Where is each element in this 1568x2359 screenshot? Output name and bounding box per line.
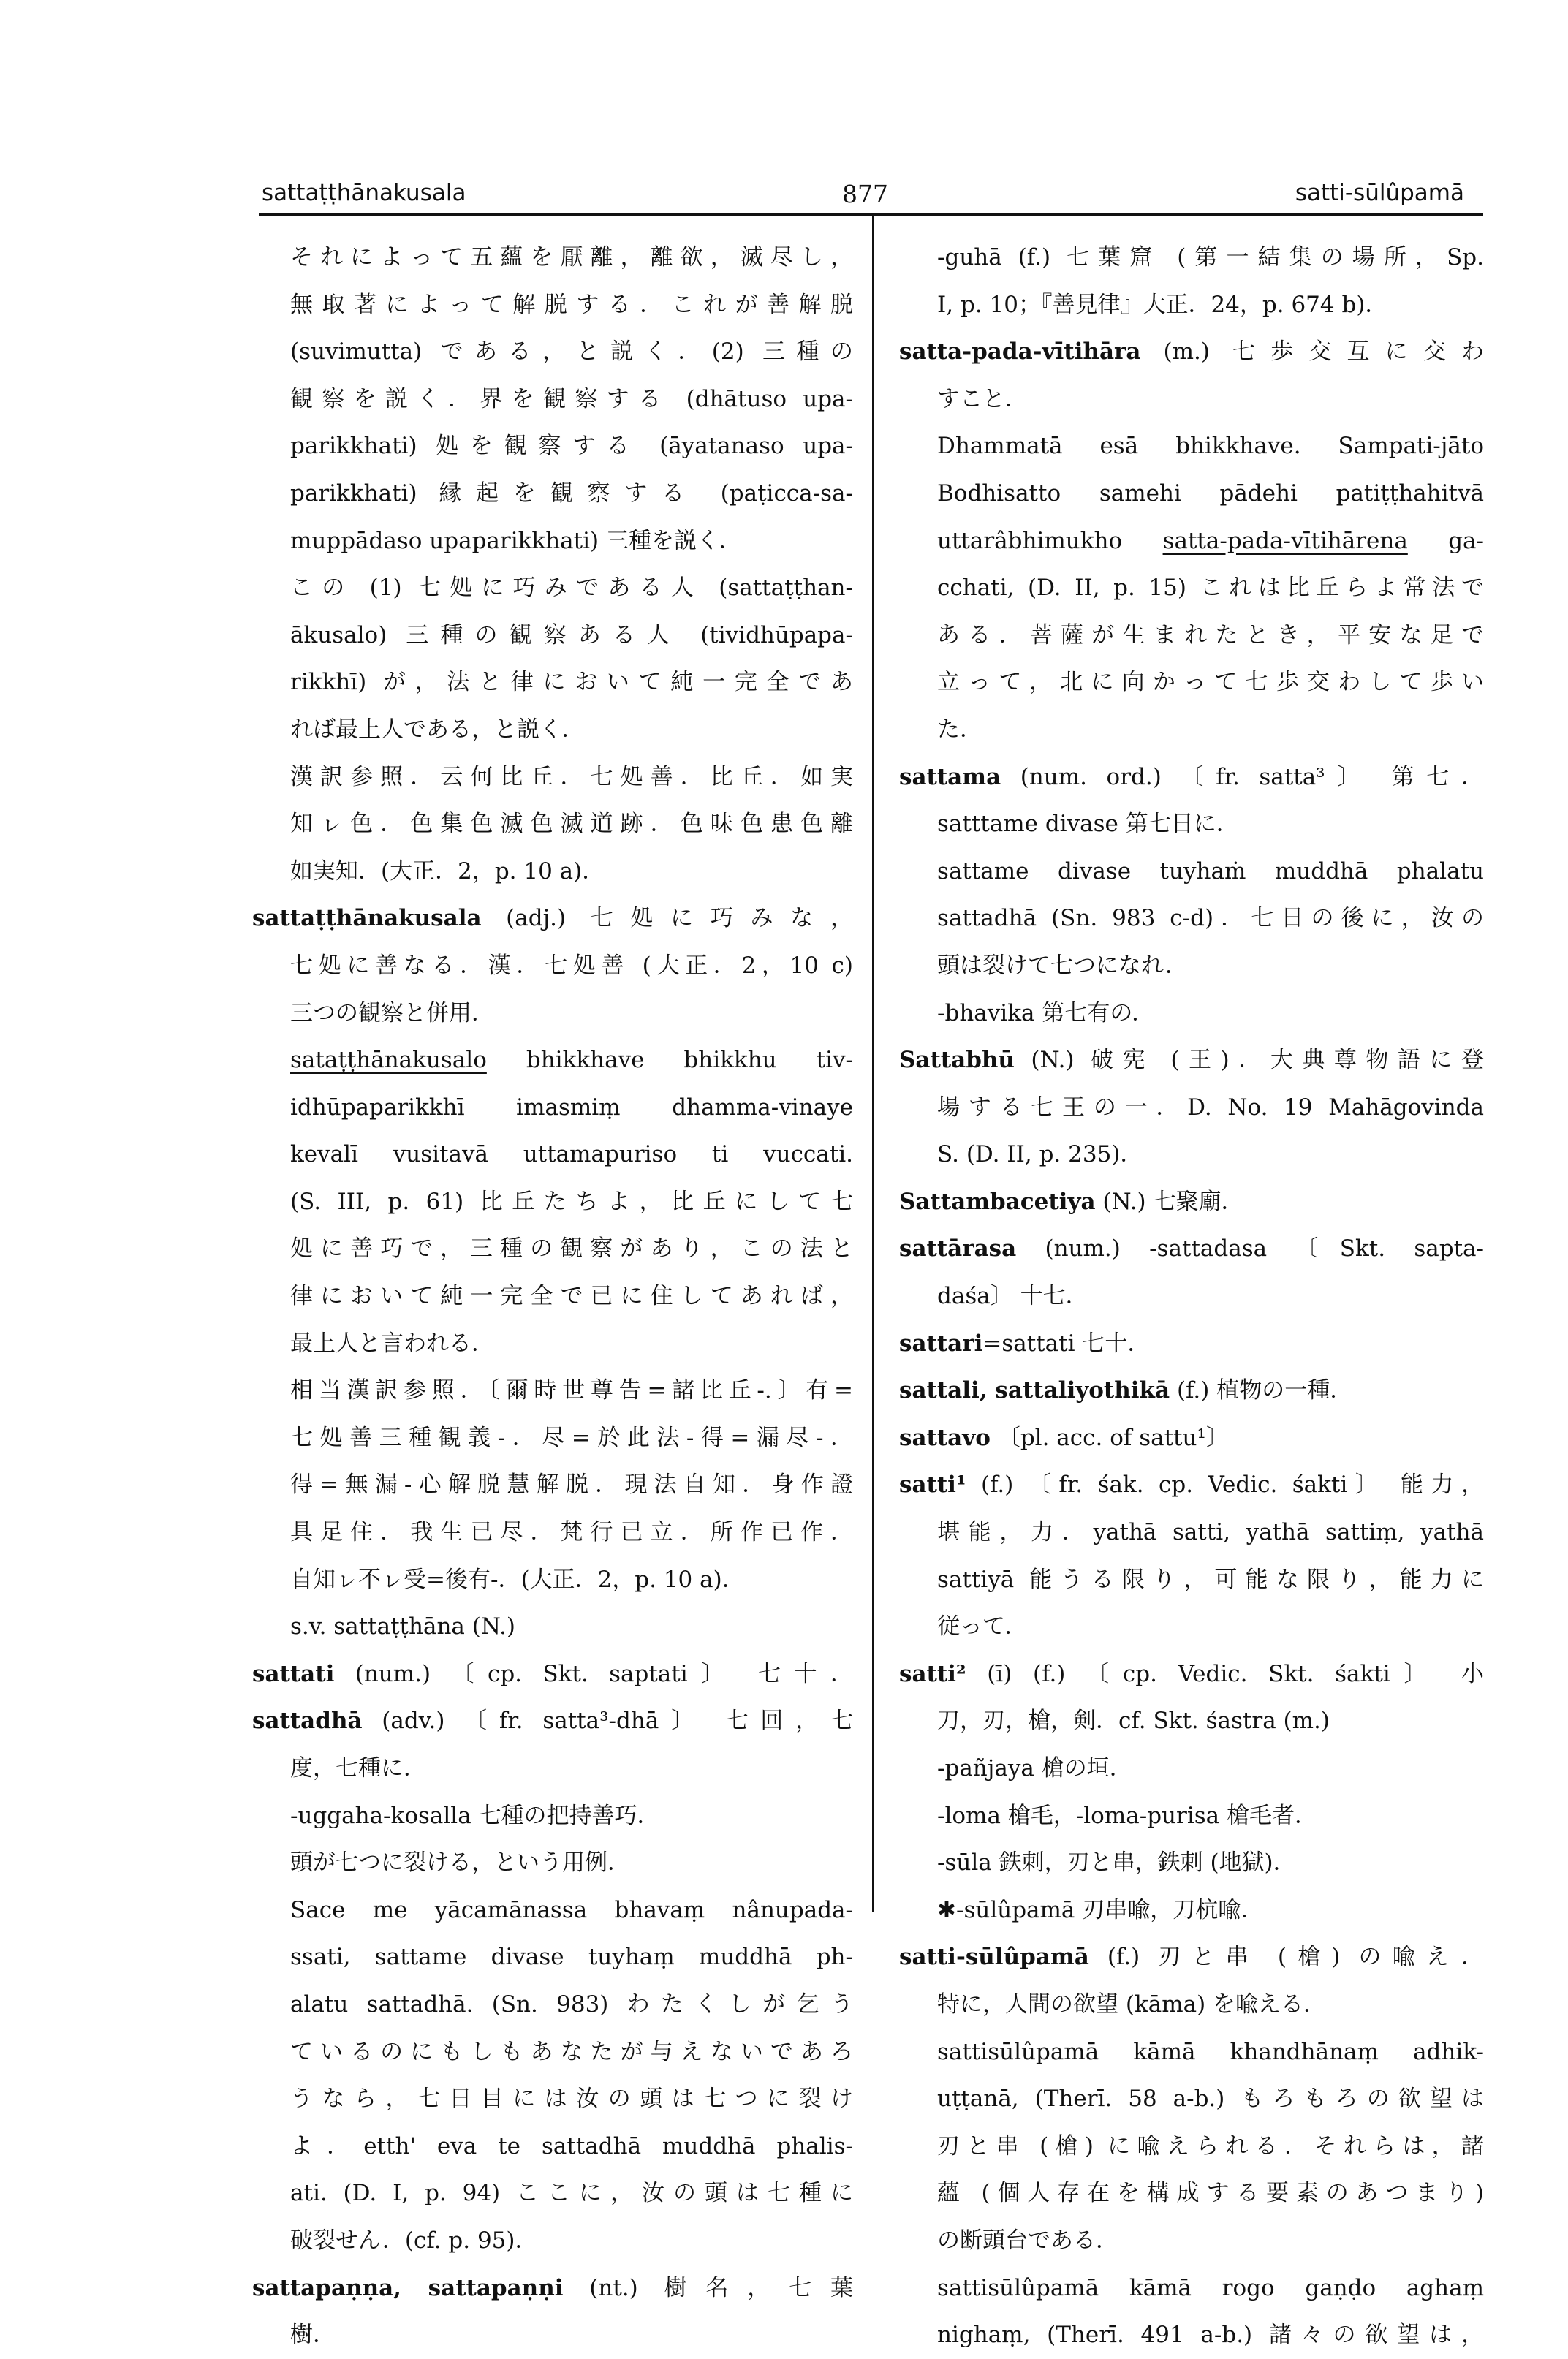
text-line: 七処に善なる．漢．七処善 (大正．2，10 c) (290, 952, 853, 979)
text-line: ある．菩薩が生まれたとき，平安な足で (937, 621, 1484, 648)
running-head-left: sattaṭṭhānakusala (262, 180, 466, 206)
headword: satti² (899, 1660, 966, 1687)
running-head-right: satti-sūlûpamā (1295, 180, 1464, 206)
text-line: 処に善巧で，三種の観察があり，この法と (290, 1235, 853, 1262)
text-line: れば最上人である，と説く． (290, 716, 585, 743)
text-line: 刀，刃，槍，剣．cf. Skt. śastra (m.) (937, 1708, 1330, 1735)
headword: satta-pada-vītihāra (899, 338, 1141, 366)
headword: sattavo (899, 1424, 991, 1451)
entry-headword-line: sattali, sattaliyothikā (f.) 植物の一種． (899, 1377, 1353, 1404)
text-line: Sace me yācamānassa bhavaṃ nânupada- (290, 1896, 853, 1923)
text-line: 相当漢訳参照．〔爾時世尊告=諸比丘-.〕有= (290, 1377, 853, 1404)
text-line: parikkhati) 処を観察する (āyatanaso upa- (290, 433, 853, 460)
page-number: 877 (842, 180, 888, 208)
text-line: 頭は裂けて七つになれ． (937, 952, 1188, 979)
text-line: sattisūlûpamā kāmā rogo gaṇḍo aghaṃ (937, 2274, 1484, 2301)
text-line: 自知ㇾ不ㇾ受=後有-．(大正．2，p. 10 a)． (290, 1566, 745, 1593)
text-line: satttame divase 第七日に． (937, 811, 1239, 838)
text-line: -loma 槍毛，-loma-purisa 槍毛者． (937, 1802, 1317, 1829)
text-line: 蘊 (個人存在を構成する要素のあつまり) (937, 2180, 1484, 2207)
headword: satti-sūlûpamā (899, 1944, 1089, 1971)
header-rule (259, 213, 1483, 216)
text-line: parikkhati) 縁起を観察する (paṭicca-sa- (290, 480, 853, 507)
text-line: 七処善三種観義-．尽=於此法-得=漏尽-． (290, 1424, 853, 1451)
text-line: 三つの観察と併用． (290, 999, 494, 1026)
underlined-term: satta-pada-vītihārena (1162, 527, 1408, 554)
text-line: 場する七王の一．D. No. 19 Mahāgovinda (937, 1094, 1484, 1121)
entry-headword-line: Sattabhū (N.) 破宪 (王)．大典尊物語に登 (899, 1047, 1484, 1074)
entry-headword-line: sattavo 〔pl. acc. of sattu¹〕 (899, 1424, 1229, 1451)
text-line: s.v. sattaṭṭhāna (N.) (290, 1613, 515, 1640)
text-line: -uggaha-kosalla 七種の把持善巧． (290, 1802, 660, 1829)
headword: sattapaṇṇa, sattapaṇṇi (252, 2274, 564, 2301)
text-line: -bhavika 第七有の． (937, 999, 1155, 1026)
text-line: すこと． (937, 385, 1028, 412)
headword: sattadhā (252, 1708, 363, 1735)
text-line: ているのにもしもあなたが与えないであろ (290, 2038, 853, 2065)
text-line: idhūpaparikkhī imasmiṃ dhamma-vinaye (290, 1094, 853, 1121)
headword: sattama (899, 763, 1001, 790)
text-line: 漢訳参照．云何比丘．七処善．比丘．如実 (290, 763, 853, 790)
text-line: 堪能，力．yathā satti, yathā sattiṃ, yathā (937, 1519, 1484, 1546)
text-line: 破裂せん．(cf. p. 95)． (290, 2227, 538, 2254)
entry-headword-line: satti² (ī) (f.) 〔cp. Vedic. Skt. śakti〕 小 (899, 1660, 1484, 1687)
text-line: ssati, sattame divase tuyhaṃ muddhā ph- (290, 1944, 853, 1971)
text-line: ✱-sūlûpamā 刃串喩，刀杭喩． (937, 1896, 1264, 1923)
text-line: alatu sattadhā. (Sn. 983) わたくしが乞う (290, 1991, 853, 2018)
text-line: 刃と串 (槍) に喩えられる．それらは，諸 (937, 2132, 1484, 2159)
text-line: うなら，七日目には汝の頭は七つに裂け (290, 2086, 853, 2113)
entry-headword-line: satti¹ (f.) 〔fr. śak. cp. Vedic. śakti〕 能力， (899, 1472, 1484, 1499)
column-divider (872, 216, 874, 1912)
entry-headword-line: sattapaṇṇa, sattapaṇṇi (nt.) 樹名，七葉 (252, 2274, 853, 2301)
text-line: 特に，人間の欲望 (kāma) を喩える． (937, 1991, 1327, 2018)
entry-headword-line: sattārasa (num.) -sattadasa 〔Skt. sapta- (899, 1235, 1484, 1262)
text-line: よ．etth' eva te sattadhā muddhā phalis- (290, 2132, 853, 2159)
entry-headword-line: sattari=sattati 七十． (899, 1330, 1151, 1357)
entry-headword-line: sattadhā (adv.) 〔fr. satta³-dhā〕 七回，七 (252, 1708, 853, 1735)
text-line: 無取著によって解脱する．これが善解脱 (290, 291, 853, 318)
text-line: sattame divase tuyhaṁ muddhā phalatu (937, 857, 1484, 885)
text-line: -sūla 鉄刺，刃と串，鉄刺 (地獄)． (937, 1849, 1296, 1877)
text-line: Bodhisatto samehi pādehi patiṭṭhahitvā (937, 480, 1484, 507)
text-line: 最上人と言われる． (290, 1330, 494, 1357)
entry-headword-line: sattaṭṭhānakusala (adj.) 七処に巧みな， (252, 905, 853, 932)
text-line: この (1) 七処に巧みである人 (sattaṭṭhan- (290, 575, 853, 602)
text-line: uttarâbhimukho satta-pada-vītihārena ga- (937, 527, 1484, 554)
text-line: sattisūlûpamā kāmā khandhānaṃ adhik- (937, 2038, 1484, 2065)
text-line: -pañjaya 槍の垣． (937, 1755, 1132, 1781)
text-line: kevalī vusitavā uttamapuriso ti vuccati. (290, 1141, 853, 1168)
text-line: 度，七種に． (290, 1755, 426, 1781)
entry-headword-line: satti-sūlûpamā (f.) 刃と串 (槍) の喩え． (899, 1944, 1484, 1971)
text-line: nighaṃ, (Therī. 491 a-b.) 諸々の欲望は， (937, 2322, 1484, 2349)
text-line: 頭が七つに裂ける，という用例． (290, 1849, 630, 1877)
text-line: daśa〕 十七． (937, 1283, 1088, 1310)
headword: sattali, sattaliyothikā (899, 1377, 1170, 1404)
text-line: の断頭台である． (937, 2227, 1118, 2254)
text-line: 観察を説く．界を観察する (dhātuso upa- (290, 385, 853, 412)
text-line: (suvimutta) である，と説く．(2) 三種の (290, 338, 853, 366)
text-line: Dhammatā esā bhikkhave. Sampati-jāto (937, 433, 1484, 460)
underlined-term: sataṭṭhānakusalo (290, 1047, 487, 1074)
text-line: ākusalo) 三種の観察ある人 (tividhūpapa- (290, 621, 853, 648)
entry-headword-line: satta-pada-vītihāra (m.) 七歩交互に交わ (899, 338, 1484, 366)
text-line: 如実知．(大正．2，p. 10 a)． (290, 857, 605, 885)
text-line: I, p. 10；『善見律』大正．24，p. 674 b)． (937, 291, 1388, 318)
text-line: S. (D. II, p. 235)． (937, 1141, 1143, 1168)
text-line: 得=無漏-心解脱慧解脱．現法自知．身作證 (290, 1472, 853, 1499)
text-line: ati. (D. I, p. 94) ここに，汝の頭は七種に (290, 2180, 853, 2207)
text-line: 律において純一完全で已に住してあれば， (290, 1283, 853, 1310)
entry-headword-line: sattati (num.) 〔cp. Skt. saptati〕 七十． (252, 1660, 853, 1687)
text-line: sataṭṭhānakusalo bhikkhave bhikkhu tiv- (290, 1047, 853, 1074)
headword: Sattabhū (899, 1047, 1015, 1074)
text-line: 従って． (937, 1613, 1028, 1640)
text-line: 樹． (290, 2322, 336, 2349)
text-line: muppādaso upaparikkhati) 三種を説く． (290, 527, 742, 554)
text-line: 立って，北に向かって七歩交わして歩い (937, 669, 1484, 696)
headword: satti¹ (899, 1472, 966, 1499)
text-line: cchati, (D. II, p. 15) これは比丘らよ常法で (937, 575, 1484, 602)
right-column (899, 234, 1484, 2359)
text-line: それによって五蘊を厭離，離欲，滅尽し， (290, 244, 853, 270)
text-line: (S. III, p. 61) 比丘たちよ，比丘にして七 (290, 1188, 853, 1215)
headword: sattari (899, 1330, 983, 1357)
headword: sattaṭṭhānakusala (252, 905, 482, 932)
text-line: uṭṭanā, (Therī. 58 a-b.) もろもろの欲望は (937, 2086, 1484, 2113)
text-line: sattiyā 能うる限り，可能な限り，能力に (937, 1566, 1484, 1593)
entry-headword-line: Sattambacetiya (N.) 七聚廟． (899, 1188, 1244, 1215)
headword: Sattambacetiya (899, 1188, 1096, 1215)
text-line: rikkhī) が，法と律において純一完全であ (290, 669, 853, 696)
text-line: 知ㇾ色．色集色滅色滅道跡．色味色患色離 (290, 811, 853, 838)
text-line: 具足住．我生已尽．梵行已立．所作已作． (290, 1519, 853, 1546)
headword: sattārasa (899, 1235, 1017, 1262)
headword: sattati (252, 1660, 335, 1687)
entry-headword-line: sattama (num. ord.) 〔fr. satta³〕 第七． (899, 763, 1484, 790)
text-line: -guhā (f.) 七葉窟 (第一結集の場所，Sp. (937, 244, 1484, 270)
text-line: sattadhā (Sn. 983 c-d)．七日の後に，汝の (937, 905, 1484, 932)
left-column (252, 234, 853, 2359)
text-line: た． (937, 716, 982, 743)
